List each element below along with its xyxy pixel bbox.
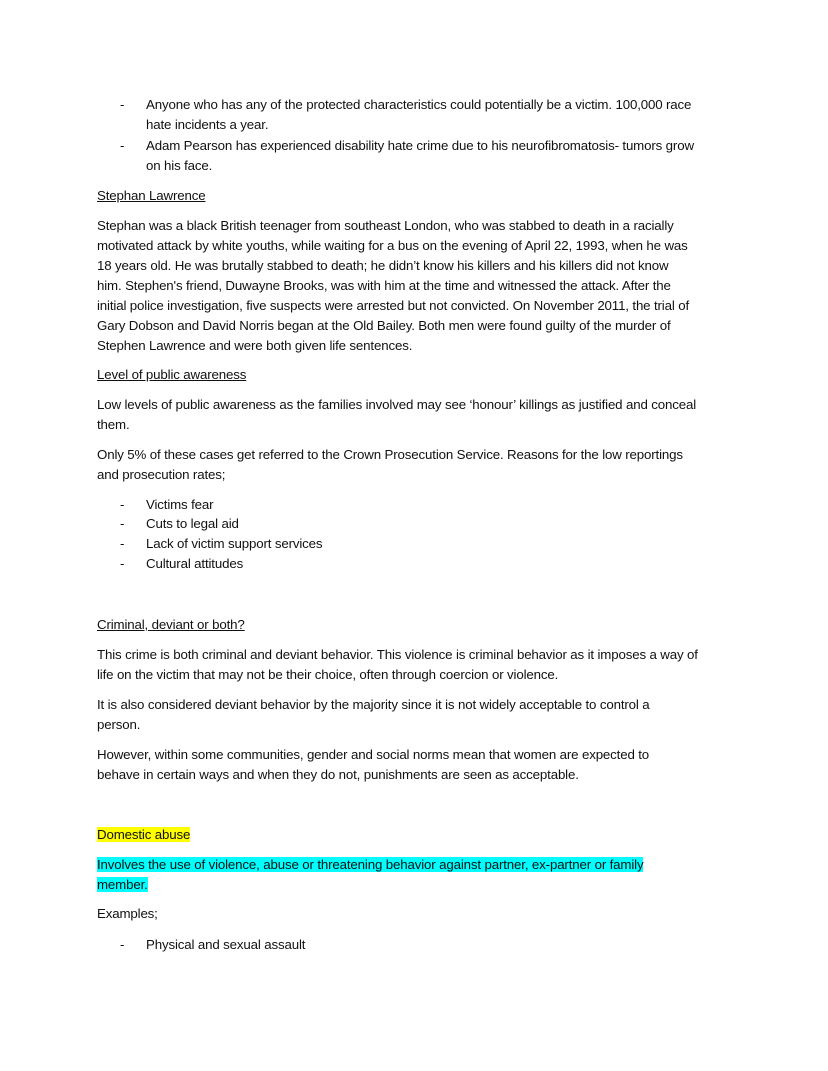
paragraph-line: motivated attack by white youths, while waiting for a bus on the evening of April 22, 1993, when he was	[97, 238, 688, 253]
bullet-dash: -	[120, 536, 125, 551]
bullet-text: Adam Pearson has experienced disability hate crime due to his neurofibromatosis- tumors grow	[146, 138, 694, 153]
bullet-dash: -	[120, 516, 125, 531]
paragraph-line: initial police investigation, five suspects were arrested but not convicted. On November 2011, the trial of	[97, 298, 689, 313]
reason-item: Cuts to legal aid	[146, 516, 239, 531]
paragraph-line: them.	[97, 417, 130, 432]
reason-item: Cultural attitudes	[146, 556, 244, 571]
section-heading: Level of public awareness	[97, 367, 247, 382]
paragraph-line: However, within some communities, gender and social norms mean that women are expected to	[97, 747, 650, 762]
highlighted-definition: member.	[97, 877, 148, 892]
section-heading: Stephan Lawrence	[97, 188, 206, 203]
example-item: Physical and sexual assault	[146, 937, 306, 952]
reason-item: Victims fear	[146, 497, 214, 512]
paragraph-line: behave in certain ways and when they do not, punishments are seen as acceptable.	[97, 767, 579, 782]
paragraph-line: 18 years old. He was brutally stabbed to death; he didn’t know his killers and his killers did not know	[97, 258, 669, 273]
paragraph-line: Stephan was a black British teenager from southeast London, who was stabbed to death in a racially	[97, 218, 674, 233]
section-heading: Criminal, deviant or both?	[97, 617, 245, 632]
examples-label: Examples;	[97, 906, 158, 921]
paragraph-line: person.	[97, 717, 141, 732]
bullet-dash: -	[120, 937, 125, 952]
highlighted-definition: Involves the use of violence, abuse or threatening behavior against partner, ex-partner or family	[97, 857, 644, 872]
paragraph-line: him. Stephen's friend, Duwayne Brooks, was with him at the time and witnessed the attack. After the	[97, 278, 671, 293]
paragraph-line: This crime is both criminal and deviant behavior. This violence is criminal behavior as it imposes a way of	[97, 647, 698, 662]
reason-item: Lack of victim support services	[146, 536, 323, 551]
bullet-dash: -	[120, 497, 125, 512]
paragraph-line: and prosecution rates;	[97, 467, 226, 482]
paragraph-line: Only 5% of these cases get referred to the Crown Prosecution Service. Reasons for the low reportings	[97, 447, 683, 462]
highlighted-heading: Domestic abuse	[97, 827, 191, 842]
paragraph-line: Gary Dobson and David Norris began at the Old Bailey. Both men were found guilty of the murder of	[97, 318, 671, 333]
paragraph-line: life on the victim that may not be their choice, often through coercion or violence.	[97, 667, 559, 682]
bullet-dash: -	[120, 556, 125, 571]
bullet-text: hate incidents a year.	[146, 117, 269, 132]
bullet-text: on his face.	[146, 158, 213, 173]
paragraph-line: Stephen Lawrence and were both given life sentences.	[97, 338, 413, 353]
paragraph-line: It is also considered deviant behavior by the majority since it is not widely acceptable to control a	[97, 697, 650, 712]
bullet-text: Anyone who has any of the protected characteristics could potentially be a victim. 100,000 race	[146, 97, 692, 112]
bullet-dash: -	[120, 97, 125, 112]
paragraph-line: Low levels of public awareness as the families involved may see ‘honour’ killings as justified and conceal	[97, 397, 697, 412]
bullet-dash: -	[120, 138, 125, 153]
